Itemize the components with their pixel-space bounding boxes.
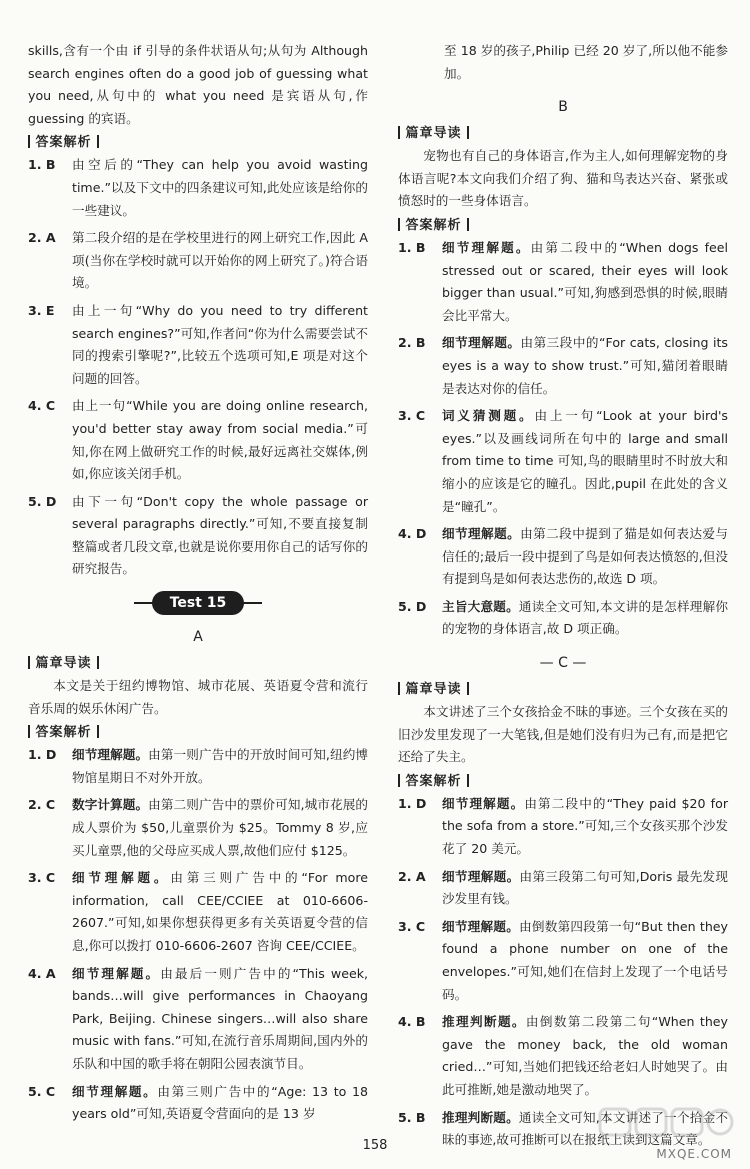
answer-item: 4. C 由上一句“While you are doing online research, you'd better stay away from social media.”可知,你在网上做研究工作的时候,最好远离社交媒体,例如,你应该关闭手机。 <box>28 398 368 482</box>
section-b-label: B <box>558 99 568 116</box>
answer-item: 1. B 由空后的“They can help you avoid wasting time.”以及下文中的四条建议可知,此处应该是给你的一些建议。 <box>28 157 368 218</box>
guide-heading: 篇章导读 <box>28 653 368 675</box>
watermark-text: MXQE.COM <box>656 1147 732 1161</box>
guide-heading: 篇章导读 <box>398 123 728 145</box>
answer-item: 3. C 细节理解题。由倒数第四段第一句“But then they found a phone number on one of the envelopes.”可知,她们在信封上发现了一个电话号码。 <box>398 918 728 1002</box>
answer-item: 2. A 第二段介绍的是在学校里进行的网上研究工作,因此 A 项(当你在学校时就可以开始你的网上研究了。)符合语境。 <box>28 230 368 291</box>
guide-paragraph: 本文讲述了三个女孩拾金不昧的事迹。三个女孩在买的旧沙发里发现了一大笔钱,但是她们没有归为己有,而是把它还给了失主。 <box>398 704 728 765</box>
answer-item: 2. C 数字计算题。由第二则广告中的票价可知,城市花展的成人票价为 $50,儿童票价为 $25。Tommy 8 岁,应买儿童票,他的父母应买成人票,故他们应付 $125。 <box>28 797 368 858</box>
answer-item: 3. C 细节理解题。由第三则广告中的“For more information, call CEE/CCIEE at 010-6606-2607.”可知,如果你想获得更多有关英语夏令营的信息,你可以拨打 010-6606-2607 咨询 CEE/CCIEE。 <box>28 870 369 953</box>
guide-heading: 篇章导读 <box>398 679 728 701</box>
answer-item: 5. B 推理判断题。通读全文可知,本文讲述了一个拾金不昧的事迹,故可推断可以在报纸上读到这篇文章。 <box>398 1109 728 1148</box>
continuation-paragraph: 至 18 岁的孩子,Philip 已经 20 岁了,所以他不能参加。 <box>444 43 728 81</box>
answer-item: 1. D 细节理解题。由第一则广告中的开放时间可知,纽约博物馆星期日不对外开放。 <box>28 747 368 785</box>
answer-item: 4. D 细节理解题。由第二段中提到了猫是如何表达爱与信任的;最后一段中提到了鸟是如何表达愤怒的,但没有提到鸟是如何表达悲伤的,故选 D 项。 <box>398 526 729 587</box>
answer-item: 4. B 推理判断题。由倒数第二段第二句“When they gave the money back, the old woman cried…”可知,当她们把钱还给老妇人时她哭了。由此可推断,她是激动地哭了。 <box>398 1014 729 1097</box>
answer-item: 2. B 细节理解题。由第三段中的“For cats, closing its eyes is a way to show trust.”可知,猫闭着眼睛是表达对你的信任。 <box>398 335 728 396</box>
answer-item: 2. A 细节理解题。由第三段第二句可知,Doris 最先发现沙发里有钱。 <box>398 868 728 907</box>
test-title-badge: Test 15 <box>152 591 245 615</box>
answer-item: 4. A 细节理解题。由最后一则广告中的“This week, bands…will give performances in Chaoyang Park, Beijing. Chinese singers…will also share music with fans.”可知,在流行音乐周期间,国内外的乐队和中国的歌手将在朝阳公园表演节目。 <box>28 965 369 1071</box>
answer-heading: 答案解析 <box>398 771 728 793</box>
answer-item: 3. E 由上一句“Why do you need to try different search engines?”可知,作者问“你为什么需要尝试不同的搜索引擎呢?”,比较五个选项可知,E 项是对这个问题的回答。 <box>28 302 368 386</box>
answer-item: 3. C 词义猜测题。由上一句“Look at your bird's eyes.”以及画线词所在句中的 large and small from time to time 可知,鸟的眼睛里时不时放大和缩小的应该是它的瞳孔。因此,pupil 在此处的含义是“瞳孔”。 <box>398 408 728 514</box>
section-c-label: — C — <box>539 655 587 672</box>
answer-item: 5. C 细节理解题。由第三则广告中的“Age: 13 to 18 years old”可知,英语夏令营面向的是 13 岁 <box>28 1083 369 1122</box>
guide-paragraph: 宠物也有自己的身体语言,作为主人,如何理解宠物的身体语言呢?本文向我们介绍了狗、猫和鸟表达兴奋、紧张或愤怒时的一些身体语言。 <box>398 148 728 209</box>
answer-heading: 答案解析 <box>28 132 368 154</box>
answer-heading: 答案解析 <box>28 722 368 744</box>
section-a-label: A <box>193 629 203 646</box>
answer-item: 1. B 细节理解题。由第二段中的“When dogs feel stressed out or scared, their eyes will look bigger than usual.”可知,狗感到恐惧的时候,眼睛会比平常大。 <box>398 239 729 323</box>
left-column <box>28 40 368 1131</box>
page-number: 158 <box>362 1138 388 1153</box>
intro-paragraph: skills,含有一个由 if 引导的条件状语从句;从句为 Although search engines often do a good job of guessing what you need,从句中的 what you need 是宾语从句,作 guessing 的宾语。 <box>28 43 368 126</box>
answer-item: 5. D 主旨大意题。通读全文可知,本文讲的是怎样理解你的宠物的身体语言,故 D 项正确。 <box>398 598 728 637</box>
answer-heading: 答案解析 <box>398 215 728 237</box>
guide-paragraph: 本文是关于纽约博物馆、城市花展、英语夏令营和流行音乐周的娱乐休闲广告。 <box>28 678 368 716</box>
answer-item: 1. D 细节理解题。由第二段中的“They paid $20 for the sofa from a store.”可知,三个女孩买那个沙发花了 20 美元。 <box>398 795 729 857</box>
answer-item: 5. D 由下一句“Don't copy the whole passage or several paragraphs directly.”可知,不要直接复制整篇或者几段文章,也就是说你要用你自己的话写你的研究报告。 <box>28 493 368 577</box>
right-column <box>398 40 728 1157</box>
